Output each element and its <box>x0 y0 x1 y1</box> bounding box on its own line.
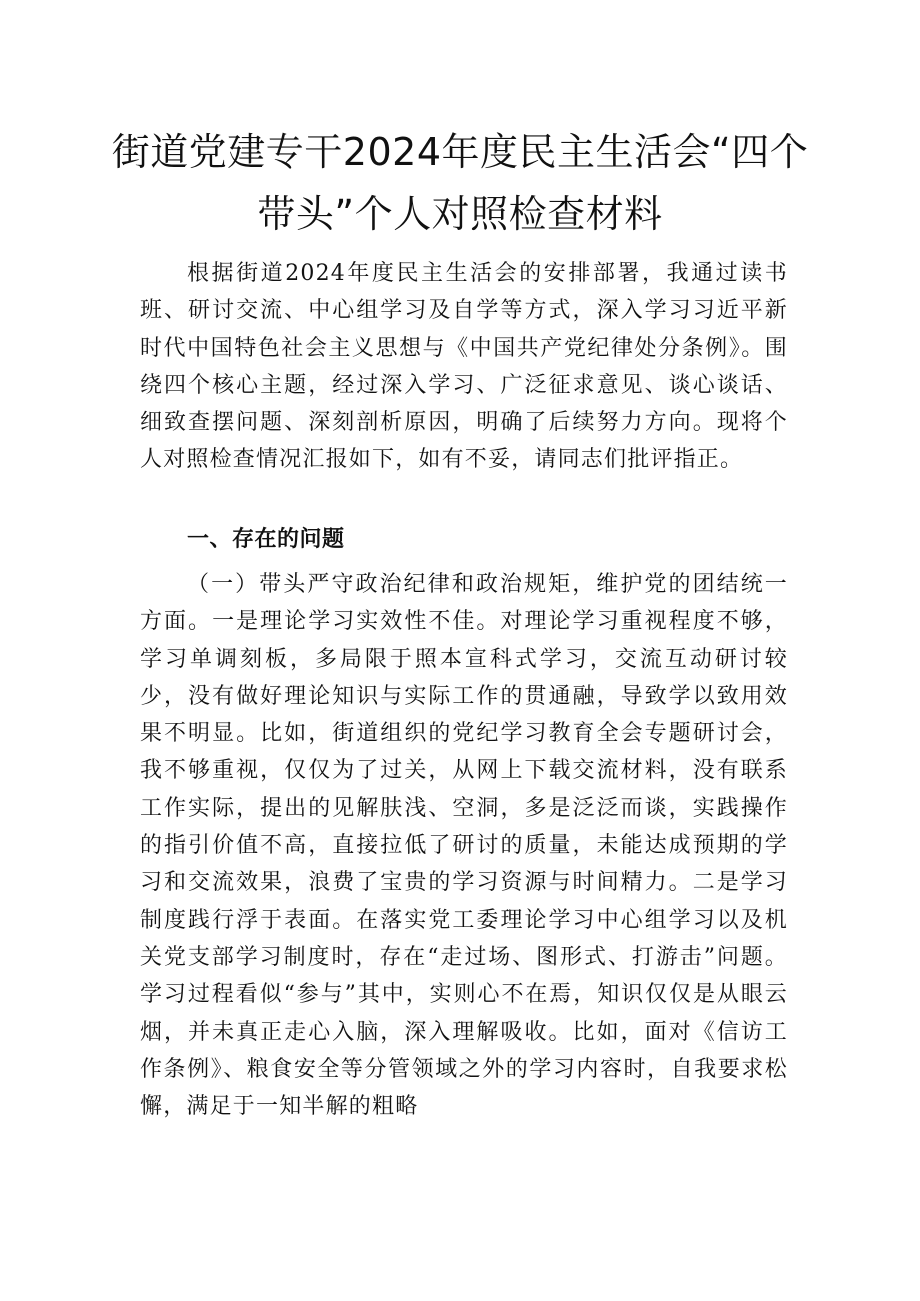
section-paragraph-1: （一）带头严守政治纪律和政治规矩，维护党的团结统一方面。一是理论学习实效性不佳。对理论学习重视程度不够，学习单调刻板，多局限于照本宣科式学习，交流互动研讨较少，没有做好理论知识与实际工作的贯通融，导致学以致用效果不明显。比如，街道组织的党纪学习教育全会专题研讨会，我不够重视，仅仅为了过关，从网上下载交流材料，没有联系工作实际，提出的见解肤浅、空洞，多是泛泛而谈，实践操作的指引价值不高，直接拉低了研讨的质量，未能达成预期的学习和交流效果，浪费了宝贵的学习资源与时间精力。二是学习制度践行浮于表面。在落实党工委理论学习中心组学习以及机关党支部学习制度时，存在“走过场、图形式、打游击”问题。学习过程看似“参与”其中，实则心不在焉，知识仅仅是从眼云烟，并未真正走心入脑，深入理解吸收。比如，面对《信访工作条例》、粮食安全等分管领域之外的学习内容时，自我要求松懈，满足于一知半解的粗略 <box>140 572 788 1120</box>
document-title-line-2: 带头”个人对照检查材料 <box>257 192 663 236</box>
document-title-line-1: 街道党建专干2024年度民主生活会“四个 <box>111 130 809 174</box>
intro-paragraph: 根据街道2024年度民主生活会的安排部署，我通过读书班、研讨交流、中心组学习及自学等方式，深入学习习近平新时代中国特色社会主义思想与《中国共产党纪律处分条例》。围绕四个核心主题，经过深入学习、广泛征求意见、谈心谈话、细致查摆问题、深刻剖析原因，明确了后续努力方向。现将个人对照检查情况汇报如下，如有不妥，请同志们批评指正。 <box>140 261 788 473</box>
section-heading-problems: 一、存在的问题 <box>187 527 345 552</box>
